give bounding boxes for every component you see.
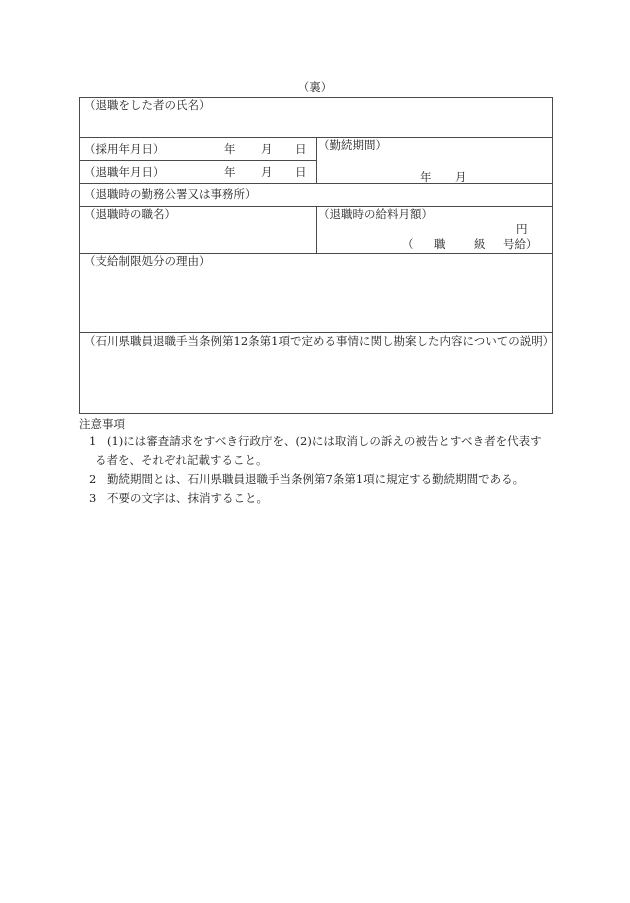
salary-yen-unit: 円	[516, 222, 528, 236]
note-item	[79, 489, 552, 508]
table-rule-hire-date-bottom	[79, 160, 316, 161]
service-period-year-unit: 年	[420, 170, 432, 184]
service-period-label: （勤続期間）	[318, 138, 387, 152]
explanation-label: （石川県職員退職手当条例第12条第1項で定める事情に関し勘案した内容についての説明）	[84, 334, 555, 348]
note-item	[79, 470, 552, 489]
note-text: (1)には審査請求をすべき行政庁を、(2)には取消しの訴えの被告とすべき者を代表する者を、それぞれ記載すること。	[95, 434, 542, 467]
salary-grade-kyu: 級	[474, 237, 486, 251]
hire-date-day-unit: 日	[295, 142, 307, 156]
service-period-month-unit: 月	[455, 170, 467, 184]
salary-label: （退職時の給料月額）	[318, 207, 433, 221]
notes-section	[79, 416, 552, 508]
office-label: （退職時の勤務公署又は事務所）	[84, 187, 257, 201]
salary-grade-gokyu: 号給）	[503, 237, 538, 251]
note-number: 1	[89, 434, 97, 448]
retire-date-day-unit: 日	[295, 165, 307, 179]
table-rule-dates-divider	[316, 137, 317, 183]
note-text: 不要の文字は、抹消すること。	[107, 491, 268, 505]
note-item	[79, 432, 552, 470]
page-header: （裏）	[297, 80, 333, 94]
notes-title: 注意事項	[79, 417, 125, 431]
table-rule-dates-bottom	[79, 183, 552, 184]
note-number: 2	[89, 472, 97, 486]
retire-date-label: （退職年月日）	[84, 165, 165, 179]
position-label: （退職時の職名）	[84, 207, 176, 221]
table-rule-reason-bottom	[79, 332, 552, 333]
retire-date-year-unit: 年	[224, 165, 236, 179]
retiree-name-label: （退職をした者の氏名）	[84, 98, 211, 112]
restriction-reason-label: （支給制限処分の理由）	[84, 254, 211, 268]
table-rule-position-divider	[316, 206, 317, 253]
note-number: 3	[89, 491, 97, 505]
salary-grade-open-paren: （	[402, 237, 414, 251]
note-text: 勤続期間とは、石川県職員退職手当条例第7条第1項に規定する勤続期間である。	[107, 472, 525, 486]
salary-grade-shoku: 職	[434, 237, 446, 251]
hire-date-label: （採用年月日）	[84, 142, 165, 156]
hire-date-year-unit: 年	[224, 142, 236, 156]
retire-date-month-unit: 月	[261, 165, 273, 179]
hire-date-month-unit: 月	[261, 142, 273, 156]
